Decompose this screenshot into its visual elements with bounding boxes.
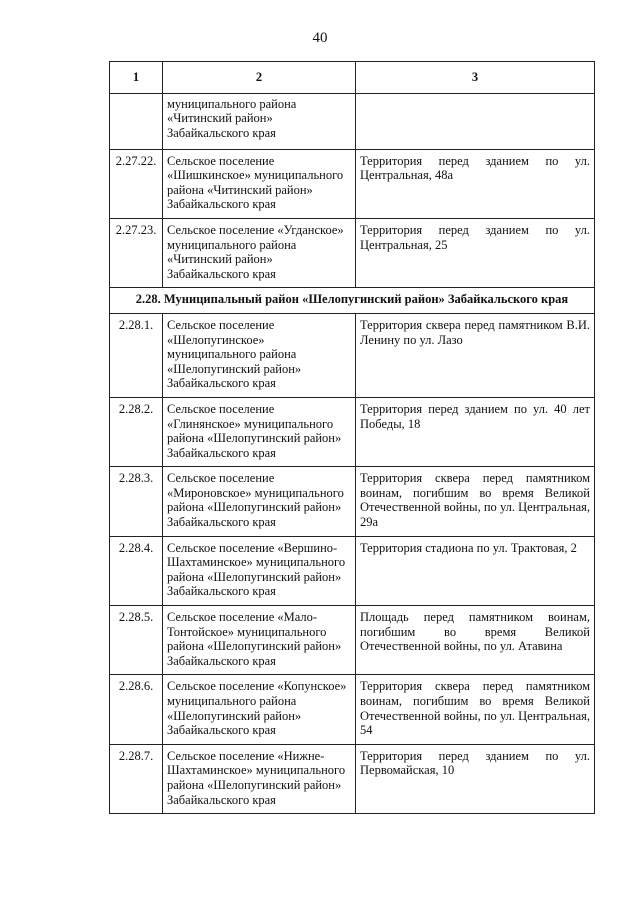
- table-row: [110, 397, 595, 466]
- row-number: 2.28.6.: [110, 675, 163, 744]
- municipality-cell: Сельское поселение «Мало-Тонтойское» муниципального района «Шелопугинский район» Забайкальского края: [163, 606, 356, 675]
- table-row: [110, 744, 595, 813]
- locations-table: [109, 61, 595, 814]
- table-row: [110, 675, 595, 744]
- row-number: 2.28.3.: [110, 467, 163, 536]
- municipality-cell: Сельское поселение «Мироновское» муниципального района «Шелопугинский район» Забайкальского края: [163, 467, 356, 536]
- table-row: [110, 467, 595, 536]
- row-number: 2.28.7.: [110, 744, 163, 813]
- section-row: [110, 288, 595, 314]
- municipality-cell: Сельское поселение «Вершино-Шахтаминское» муниципального района «Шелопугинский район» Забайкальского края: [163, 536, 356, 605]
- location-cell: Территория перед зданием по ул. Центральная, 25: [356, 218, 595, 287]
- page-number: 40: [312, 30, 328, 46]
- column-header-3: 3: [356, 62, 595, 94]
- row-number: [110, 93, 163, 149]
- location-cell: Площадь перед памятником воинам, погибшим во время Великой Отечественной войны, по ул. Атавина: [356, 606, 595, 675]
- table-row-continuation: [110, 93, 595, 149]
- section-title: 2.28. Муниципальный район «Шелопугинский район» Забайкальского края: [110, 288, 595, 314]
- column-header-2: 2: [163, 62, 356, 94]
- row-number: 2.28.4.: [110, 536, 163, 605]
- table-header-row: [110, 62, 595, 94]
- location-cell: Территория сквера перед памятником В.И. Ленину по ул. Лазо: [356, 313, 595, 397]
- column-header-1: 1: [110, 62, 163, 94]
- location-cell: Территория перед зданием по ул. 40 лет Победы, 18: [356, 397, 595, 466]
- row-number: 2.28.2.: [110, 397, 163, 466]
- location-cell: Территория перед зданием по ул. Центральная, 48а: [356, 149, 595, 218]
- table-row: [110, 606, 595, 675]
- table-row: [110, 536, 595, 605]
- municipality-cell: муниципального района «Читинский район» Забайкальского края: [163, 93, 356, 149]
- location-cell: Территория сквера перед памятником воинам, погибшим во время Великой Отечественной войны, по ул. Центральная, 54: [356, 675, 595, 744]
- location-cell: [356, 93, 595, 149]
- municipality-cell: Сельское поселение «Глинянское» муниципального района «Шелопугинский район» Забайкальского края: [163, 397, 356, 466]
- table-row: [110, 149, 595, 218]
- location-cell: Территория стадиона по ул. Трактовая, 2: [356, 536, 595, 605]
- row-number: 2.27.22.: [110, 149, 163, 218]
- row-number: 2.27.23.: [110, 218, 163, 287]
- municipality-cell: Сельское поселение «Шелопугинское» муниципального района «Шелопугинский район» Забайкальского края: [163, 313, 356, 397]
- location-cell: Территория сквера перед памятником воинам, погибшим во время Великой Отечественной войны, по ул. Центральная, 29а: [356, 467, 595, 536]
- municipality-cell: Сельское поселение «Нижне-Шахтаминское» муниципального района «Шелопугинский район» Забайкальского края: [163, 744, 356, 813]
- municipality-cell: Сельское поселение «Копунское» муниципального района «Шелопугинский район» Забайкальского края: [163, 675, 356, 744]
- row-number: 2.28.5.: [110, 606, 163, 675]
- table-row: [110, 218, 595, 287]
- location-cell: Территория перед зданием по ул. Первомайская, 10: [356, 744, 595, 813]
- table-row: [110, 313, 595, 397]
- row-number: 2.28.1.: [110, 313, 163, 397]
- municipality-cell: Сельское поселение «Шишкинское» муниципального района «Читинский район» Забайкальского края: [163, 149, 356, 218]
- municipality-cell: Сельское поселение «Угданское» муниципального района «Читинский район» Забайкальского края: [163, 218, 356, 287]
